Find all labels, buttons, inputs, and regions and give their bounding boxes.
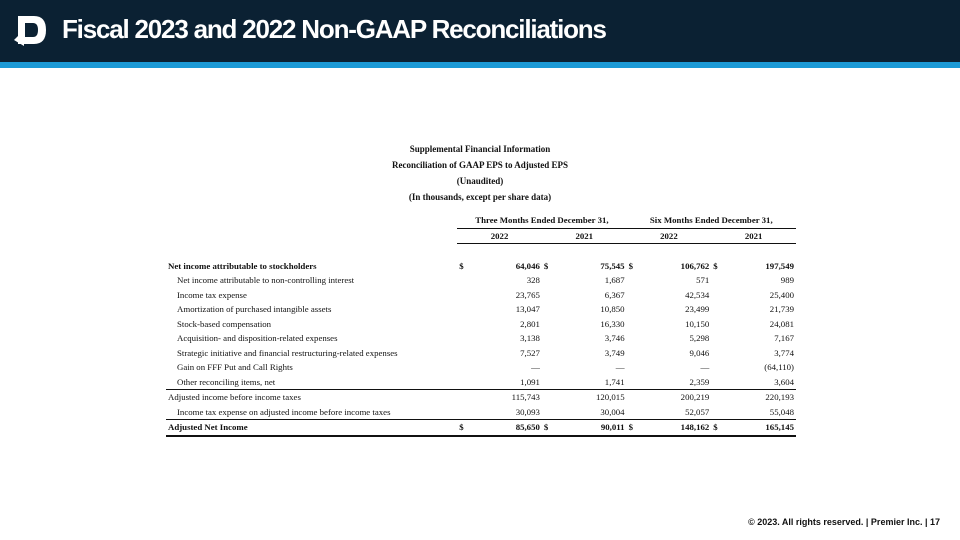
heading-line: Supplemental Financial Information: [409, 144, 551, 154]
year-header-row: [166, 228, 796, 244]
table-row: [166, 317, 796, 332]
spacer-row: [166, 244, 796, 259]
reconciliation-table: [166, 213, 796, 437]
table-row: [166, 420, 796, 436]
table-row: [166, 259, 796, 274]
cell-value: 200,219: [680, 392, 710, 402]
cell-value: 3,746: [604, 333, 625, 343]
slide-footer: © 2023. All rights reserved. | Premier Inc. | 17: [748, 517, 940, 527]
table-row: [166, 331, 796, 346]
year-header: 2022: [457, 228, 542, 244]
currency-symbol: $: [628, 260, 633, 271]
year-header: 2021: [542, 228, 627, 244]
currency-symbol: $: [543, 260, 549, 271]
row-label: Acquisition- and disposition-related expenses: [177, 333, 338, 343]
table-row: [166, 302, 796, 317]
premier-logo-icon: [10, 10, 50, 50]
table-row: [166, 346, 796, 361]
cell-value: 3,138: [520, 333, 540, 343]
cell-value: 3,604: [724, 375, 796, 390]
cell-value: 2,801: [520, 318, 540, 329]
cell-value: 197,549: [765, 260, 794, 271]
cell-value: 25,400: [769, 289, 794, 300]
table-row: [166, 405, 796, 420]
cell-value: 1,741: [554, 375, 626, 390]
table-row: [166, 390, 796, 405]
cell-value: 7,527: [520, 347, 540, 358]
cell-value: —: [700, 362, 710, 372]
cell-value: —: [615, 362, 625, 372]
cell-value: 10,150: [685, 318, 710, 329]
currency-symbol: $: [711, 420, 723, 436]
slide-title: Fiscal 2023 and 2022 Non-GAAP Reconciliations: [62, 14, 606, 44]
cell-value: 115,743: [511, 392, 540, 402]
cell-value: 3,749: [604, 347, 625, 358]
cell-value: 90,011: [554, 420, 626, 436]
statement-heading: [300, 141, 660, 205]
row-label: Other reconciling items, net: [166, 375, 457, 390]
cell-value: 6,367: [604, 289, 625, 300]
cell-value: 5,298: [689, 333, 710, 343]
cell-value: 328: [526, 275, 540, 285]
row-label: Net income attributable to non-controlling interest: [177, 275, 355, 285]
currency-symbol: $: [459, 260, 464, 271]
currency-symbol: $: [713, 260, 718, 271]
cell-value: 55,048: [724, 405, 796, 420]
row-label: Stock-based compensation: [177, 318, 272, 329]
table-row: [166, 375, 796, 390]
cell-value: 16,330: [600, 318, 625, 329]
row-label: Adjusted income before income taxes: [168, 392, 301, 402]
heading-line: (Unaudited): [456, 176, 504, 186]
year-header: 2021: [711, 228, 796, 244]
row-label: Strategic initiative and financial restructuring-related expenses: [177, 347, 398, 358]
row-label: Income tax expense: [177, 289, 247, 300]
cell-value: 220,193: [765, 392, 794, 402]
currency-symbol: $: [457, 420, 469, 436]
row-label: Gain on FFF Put and Call Rights: [177, 362, 293, 372]
cell-value: 30,093: [470, 405, 542, 420]
cell-value: 75,545: [600, 260, 625, 271]
header-accent-bar: [0, 62, 960, 68]
table-row: [166, 360, 796, 375]
cell-value: 3,774: [774, 347, 794, 358]
heading-line: Reconciliation of GAAP EPS to Adjusted EPS: [391, 160, 568, 170]
row-label: Income tax expense on adjusted income before income taxes: [166, 405, 457, 420]
cell-value: 1,091: [470, 375, 542, 390]
heading-line: (In thousands, except per share data): [408, 192, 552, 202]
cell-value: 42,534: [685, 289, 710, 300]
currency-symbol: $: [542, 420, 554, 436]
period-header: Six Months Ended December 31,: [627, 213, 796, 228]
cell-value: 10,850: [600, 304, 625, 314]
cell-value: 1,687: [604, 275, 625, 285]
row-label: Adjusted Net Income: [166, 420, 457, 436]
table-row: [166, 273, 796, 288]
cell-value: 7,167: [774, 333, 794, 343]
cell-value: (64,110): [764, 362, 794, 372]
cell-value: 148,162: [639, 420, 711, 436]
cell-value: 21,739: [769, 304, 794, 314]
cell-value: 30,004: [554, 405, 626, 420]
cell-value: 106,762: [680, 260, 710, 271]
cell-value: 24,081: [769, 318, 794, 329]
cell-value: 52,057: [639, 405, 711, 420]
cell-value: 13,047: [515, 304, 540, 314]
cell-value: 165,145: [724, 420, 796, 436]
period-header-row: [166, 213, 796, 228]
cell-value: 120,015: [596, 392, 625, 402]
year-header: 2022: [627, 228, 712, 244]
cell-value: 9,046: [689, 347, 710, 358]
cell-value: —: [531, 362, 540, 372]
period-header: Three Months Ended December 31,: [457, 213, 626, 228]
cell-value: 989: [780, 275, 794, 285]
row-label: Amortization of purchased intangible assets: [177, 304, 332, 314]
cell-value: 23,499: [685, 304, 710, 314]
cell-value: 571: [696, 275, 710, 285]
cell-value: 23,765: [515, 289, 540, 300]
table-row: [166, 288, 796, 303]
cell-value: 64,046: [515, 260, 540, 271]
row-label: Net income attributable to stockholders: [168, 260, 317, 271]
currency-symbol: $: [627, 420, 639, 436]
slide-header: [0, 0, 960, 62]
cell-value: 2,359: [639, 375, 711, 390]
cell-value: 85,650: [470, 420, 542, 436]
